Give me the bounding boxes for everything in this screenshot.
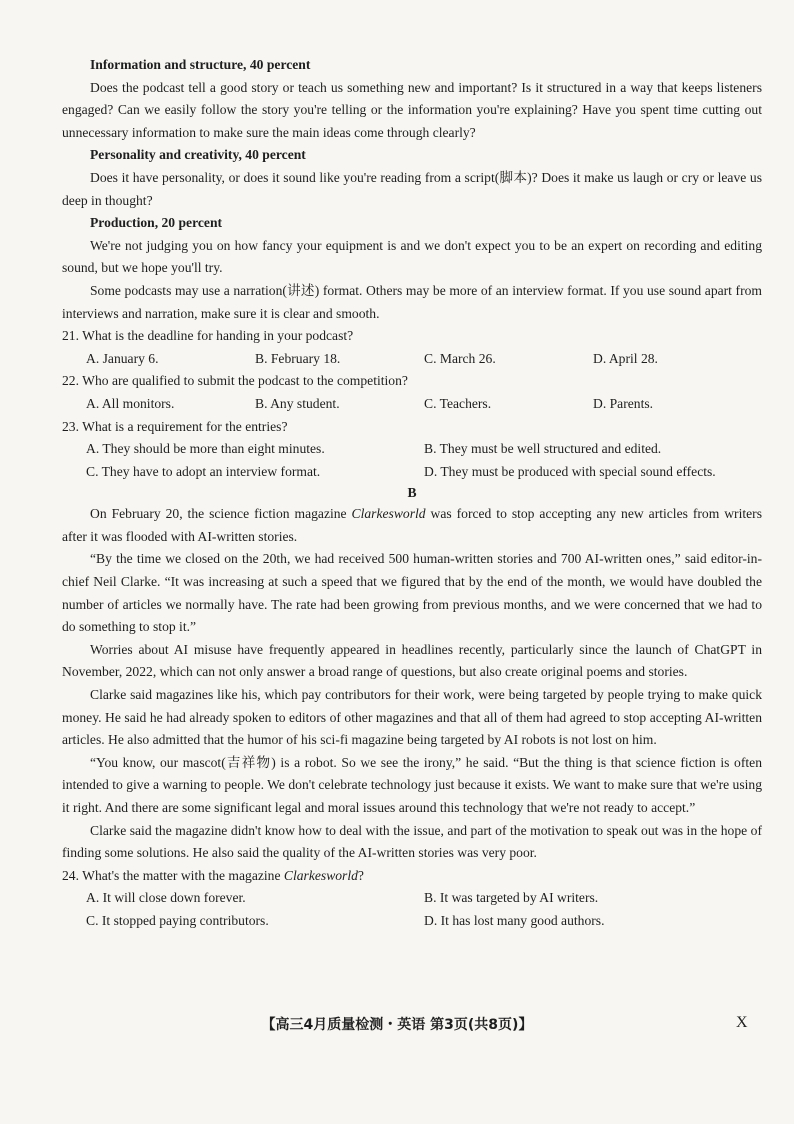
question-23: 23. What is a requirement for the entries? — [62, 418, 288, 434]
corner-mark: X — [736, 1014, 748, 1031]
paragraph: On February 20, the science fiction magazine Clarkesworld was forced to stop accepting any new articles from writers after it was flooded with AI-written stories. — [62, 506, 762, 544]
section-label-b: B — [407, 485, 417, 501]
question-24-options-row2 — [86, 910, 762, 933]
question-23-options-row1 — [86, 438, 762, 461]
magazine-title: Clarkesworld — [351, 506, 426, 522]
option-c: C. They have to adopt an interview format. — [86, 463, 321, 479]
question-24: 24. What's the matter with the magazine Clarkesworld? — [62, 867, 364, 883]
option-a: A. January 6. — [86, 350, 159, 366]
paragraph: Clarke said magazines like his, which pay contributors for their work, were being targeted by people trying to make quick money. He said he had already spoken to editors of other magazines and that all of them had agreed to stop accepting AI-written articles. He also admitted that the humor of his sci-fi magazine being targeted by AI robots is not lost on him. — [62, 687, 762, 748]
paragraph: “By the time we closed on the 20th, we had received 500 human-written stories and 700 AI-written ones,” said editor-in-chief Neil Clarke. “It was increasing at such a speed that we figured that by the end of the month, we would have doubled the number of articles we normally have. The rate had been growing from previous months, and we were concerned that we had to do something to stop it.” — [62, 551, 762, 635]
paragraph: Does the podcast tell a good story or teach us something new and important? Is it structured in a way that keeps listeners engaged? Can we easily follow the story you're telling or the information you're explaining? Have you spent time cutting out unnecessary information to make sure the main ideas come through clearly? — [62, 79, 762, 140]
option-d: D. They must be produced with special sound effects. — [424, 463, 716, 479]
option-b: B. It was targeted by AI writers. — [424, 890, 599, 906]
section-heading-production: Production, 20 percent — [90, 215, 223, 231]
option-d: D. April 28. — [593, 350, 658, 366]
exam-page — [62, 54, 762, 933]
option-a: A. They should be more than eight minutes. — [86, 441, 325, 457]
option-a: A. It will close down forever. — [86, 890, 246, 906]
option-d: D. It has lost many good authors. — [424, 912, 605, 928]
paragraph: Worries about AI misuse have frequently appeared in headlines recently, particularly since the launch of ChatGPT in November, 2022, which can not only answer a broad range of questions, but also create original poems and stories. — [62, 641, 762, 680]
paragraph: Some podcasts may use a narration(讲述) format. Others may be more of an interview format. If you use sound apart from interviews and narration, make sure it is clear and smooth. — [62, 282, 762, 321]
option-a: A. All monitors. — [86, 395, 175, 411]
section-heading-information: Information and structure, 40 percent — [90, 57, 311, 72]
question-22-options — [86, 393, 762, 416]
section-heading-personality: Personality and creativity, 40 percent — [90, 147, 306, 163]
option-b: B. They must be well structured and edited. — [424, 441, 662, 457]
option-c: C. Teachers. — [424, 395, 492, 411]
paragraph: We're not judging you on how fancy your equipment is and we don't expect you to be an expert on recording and editing sound, but we hope you'll try. — [62, 237, 762, 276]
question-22: 22. Who are qualified to submit the podcast to the competition? — [62, 373, 408, 389]
question-21: 21. What is the deadline for handing in your podcast? — [62, 328, 354, 344]
option-b: B. Any student. — [255, 395, 340, 411]
option-c: C. March 26. — [424, 350, 496, 366]
question-23-options-row2 — [86, 461, 762, 484]
paragraph: “You know, our mascot(吉祥物) is a robot. So we see the irony,” he said. “But the thing is that science fiction is often intended to give a warning to people. We don't celebrate technology just because it exists. We want to make sure that we're using it right. And there are some significant legal and moral issues around this technology that we're not ready to accept.” — [62, 754, 762, 815]
question-24-options-row1 — [86, 887, 762, 910]
paragraph: Does it have personality, or does it sound like you're reading from a script(脚本)? Does it make us laugh or cry or leave us deep in thought? — [62, 169, 762, 208]
option-c: C. It stopped paying contributors. — [86, 912, 269, 928]
paragraph: Clarke said the magazine didn't know how to deal with the issue, and part of the motivation to speak out was in the hope of finding some solutions. He also said the quality of the AI-written stories was very poor. — [62, 822, 762, 861]
option-b: B. February 18. — [255, 350, 341, 366]
option-d: D. Parents. — [593, 395, 654, 411]
page-footer: 【高三4月质量检测・英语 第3页(共8页)】 — [261, 1017, 533, 1033]
question-21-options — [86, 348, 762, 371]
